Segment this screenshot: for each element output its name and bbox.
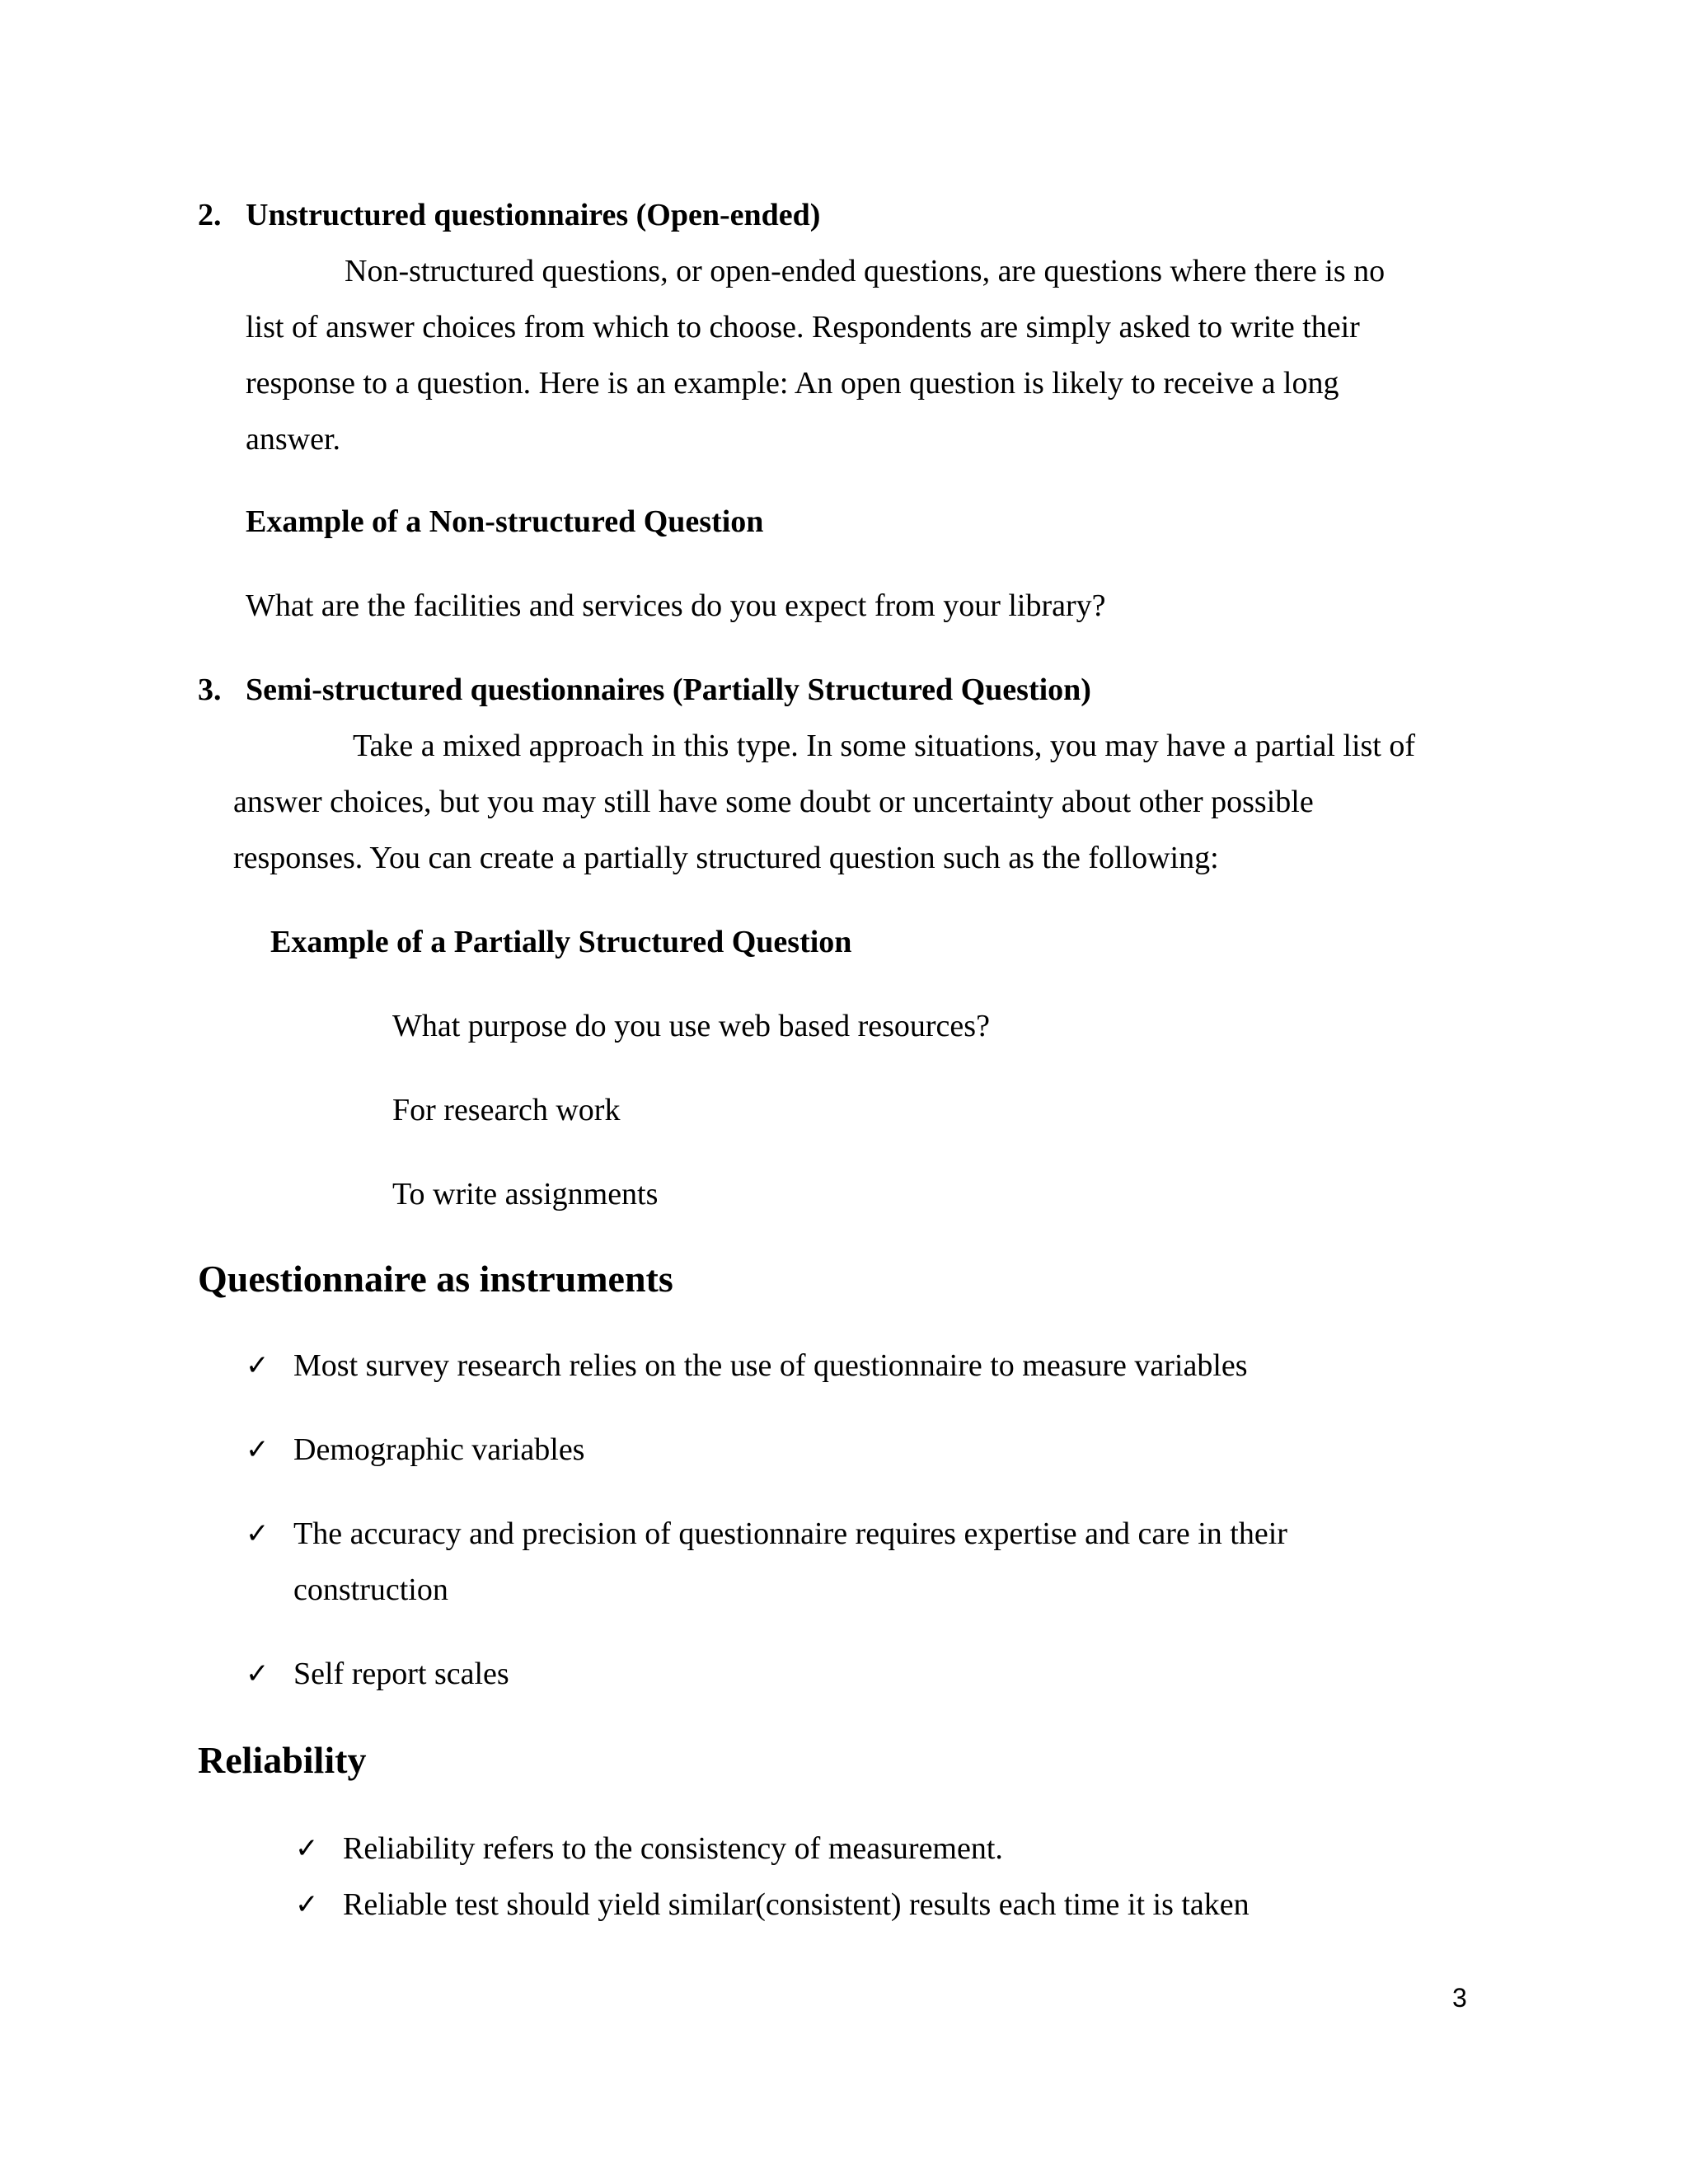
paragraph-line: answer.	[246, 422, 341, 457]
example-question-line: What purpose do you use web based resources?	[392, 1009, 990, 1043]
paragraph-line: Non-structured questions, or open-ended questions, are questions where there is no	[345, 254, 1386, 288]
checkmark-icon: ✓	[246, 1433, 270, 1466]
paragraph-line: list of answer choices from which to choose. Respondents are simply asked to write their	[246, 310, 1360, 344]
checkmark-icon: ✓	[295, 1832, 319, 1865]
checkmark-icon: ✓	[246, 1657, 270, 1690]
example-question-nonstructured: What are the facilities and services do you expect from your library?	[246, 588, 1106, 623]
bullet-item: Most survey research relies on the use of questionnaire to measure variables	[293, 1348, 1248, 1383]
bullet-item: Reliability refers to the consistency of measurement.	[343, 1831, 1003, 1866]
checkmark-icon: ✓	[246, 1349, 270, 1382]
example-title-partially-structured: Example of a Partially Structured Question	[270, 925, 852, 959]
paragraph-line: Take a mixed approach in this type. In some situations, you may have a partial list of	[353, 729, 1416, 763]
paragraph-line: responses. You can create a partially structured question such as the following:	[233, 841, 1219, 875]
heading-questionnaire-instruments: Questionnaire as instruments	[198, 1258, 673, 1300]
bullet-item: Self report scales	[293, 1657, 509, 1691]
section-title-semi-structured: Semi-structured questionnaires (Partially Structured Question)	[246, 673, 1091, 707]
bullet-item: The accuracy and precision of questionnaire requires expertise and care in their	[293, 1516, 1287, 1551]
example-title-nonstructured: Example of a Non-structured Question	[246, 504, 764, 539]
checkmark-icon: ✓	[246, 1517, 270, 1550]
checkmark-icon: ✓	[295, 1888, 319, 1921]
paragraph-line: response to a question. Here is an example: An open question is likely to receive a long	[246, 366, 1339, 401]
bullet-item-continuation: construction	[293, 1572, 448, 1607]
section-number-2: 2.	[198, 198, 222, 232]
bullet-item: Reliable test should yield similar(consistent) results each time it is taken	[343, 1887, 1250, 1922]
example-option-line: To write assignments	[392, 1177, 659, 1212]
heading-reliability: Reliability	[198, 1739, 367, 1781]
section-title-unstructured: Unstructured questionnaires (Open-ended)	[246, 198, 821, 232]
bullet-item: Demographic variables	[293, 1432, 585, 1467]
section-number-3: 3.	[198, 673, 222, 707]
page-number: 3	[1452, 1983, 1467, 2013]
paragraph-line: answer choices, but you may still have some doubt or uncertainty about other possible	[233, 785, 1314, 819]
example-option-line: For research work	[392, 1093, 621, 1127]
